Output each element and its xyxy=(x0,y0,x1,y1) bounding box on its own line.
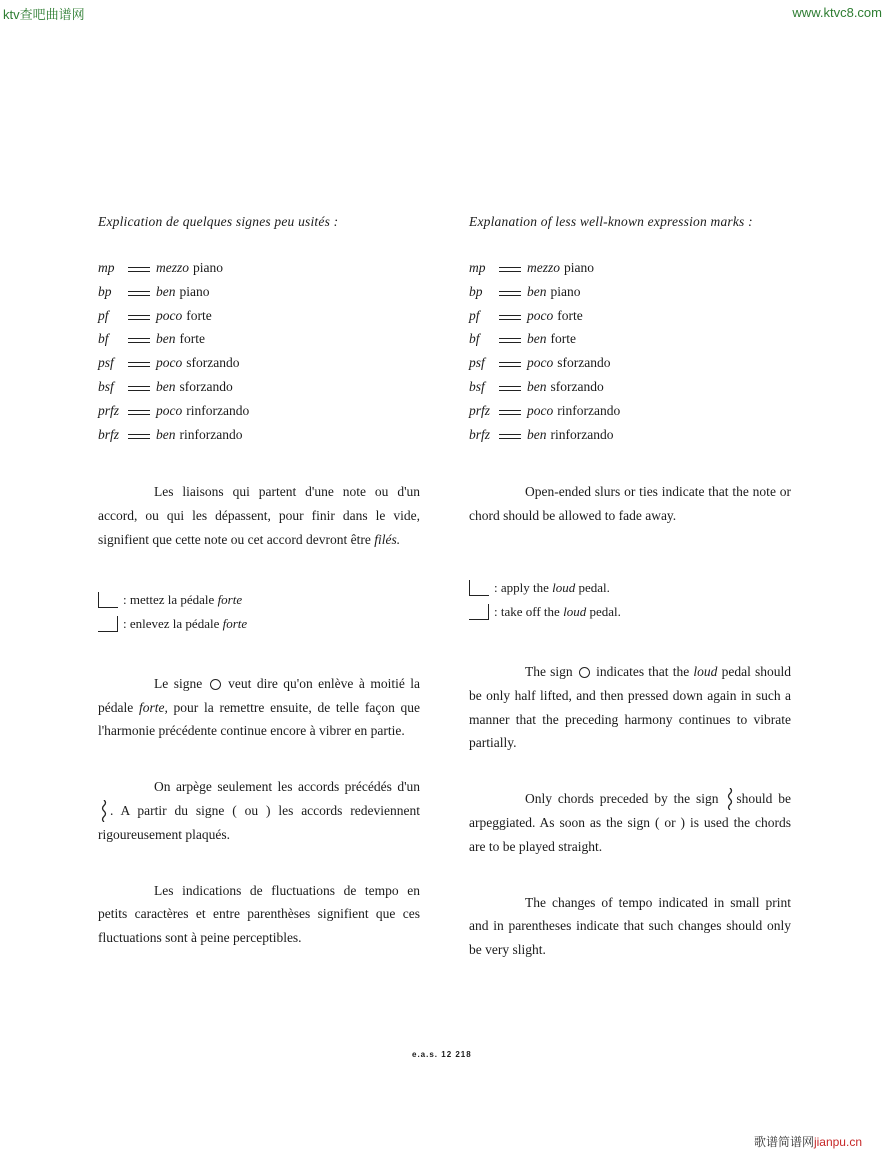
english-pedal-off xyxy=(469,600,791,624)
expression-mark-row xyxy=(469,355,791,379)
expression-mark-row xyxy=(98,308,420,332)
french-pedal-on-italic: forte xyxy=(217,591,243,607)
equals-sign xyxy=(128,386,150,391)
english-half-pedal-paragraph xyxy=(469,660,791,755)
english-tempo-paragraph: The changes of tempo indicated in small print and in parentheses indicate that such changes should only be very slight. xyxy=(469,894,791,958)
expression-mark-row xyxy=(98,355,420,379)
expression-mark-row xyxy=(469,379,791,403)
english-pedal-on-suffix: pedal. xyxy=(578,579,610,595)
english-arp-c: is used the chords are to be played straight. xyxy=(469,814,792,854)
equals-sign xyxy=(499,410,521,415)
french-tempo-paragraph: Les indications de fluctuations de tempo en petits caractères et entre parenthèses signifient que ces fluctuations sont à peine perceptibles. xyxy=(98,882,420,946)
mark-abbreviation: bp xyxy=(98,283,112,299)
expression-mark-row xyxy=(98,260,420,284)
expression-mark-row xyxy=(98,379,420,403)
expression-mark-row xyxy=(98,403,420,427)
equals-sign xyxy=(499,386,521,391)
french-arp-c: les accords redeviennent rigoureusement plaqués. xyxy=(98,802,421,842)
watermark-bottom-site: jianpu.cn xyxy=(813,1135,862,1149)
french-arp-paren: ( ou ) xyxy=(232,802,271,818)
mark-modifier: poco xyxy=(156,355,183,371)
pedal-down-icon xyxy=(98,592,118,608)
mark-abbreviation: bf xyxy=(469,331,480,347)
mark-modifier: ben xyxy=(156,426,176,442)
expression-mark-row xyxy=(469,284,791,308)
mark-word: piano xyxy=(193,260,223,275)
watermark-top-right: www.ktvc8.com xyxy=(792,5,882,20)
expression-mark-row xyxy=(469,260,791,284)
english-half-pedal-a: The sign xyxy=(525,663,573,679)
equals-sign xyxy=(128,267,150,272)
english-arpeggio-paragraph xyxy=(469,787,791,858)
equals-sign xyxy=(499,267,521,272)
mark-abbreviation: mp xyxy=(469,260,486,275)
french-heading: Explication de quelques signes peu usités : xyxy=(98,214,339,229)
english-half-pedal-italic: loud xyxy=(693,663,718,679)
mark-modifier: mezzo xyxy=(527,260,560,275)
mark-word: piano xyxy=(179,283,210,299)
mark-word: rinforzando xyxy=(179,426,243,442)
english-pedal-off-text: : take off the xyxy=(494,603,560,619)
french-marks-list xyxy=(98,260,420,450)
mark-abbreviation: mp xyxy=(98,260,115,275)
french-half-pedal-paragraph xyxy=(98,672,420,743)
mark-word: rinforzando xyxy=(557,402,621,418)
mark-word: forte xyxy=(186,307,212,323)
french-pedal-on-text: : mettez la pédale xyxy=(123,591,215,607)
pedal-up-icon xyxy=(469,604,489,620)
mark-abbreviation: bsf xyxy=(469,378,485,394)
equals-sign xyxy=(499,434,521,439)
english-column xyxy=(469,214,791,962)
expression-mark-row xyxy=(469,331,791,355)
mark-abbreviation: pf xyxy=(469,307,480,323)
mark-modifier: poco xyxy=(527,402,554,418)
english-heading: Explanation of less well-known expression marks : xyxy=(469,214,753,229)
french-pedal-off-text: : enlevez la pédale xyxy=(123,615,220,631)
french-pedal-off xyxy=(98,612,420,636)
expression-mark-row xyxy=(98,427,420,451)
english-pedal-on xyxy=(469,576,791,600)
mark-abbreviation: bf xyxy=(98,331,109,347)
english-pedal-off-italic: loud xyxy=(563,603,587,619)
english-pedal-on-italic: loud xyxy=(552,579,576,595)
english-slurs-paragraph: Open-ended slurs or ties indicate that the note or chord should be allowed to fade away. xyxy=(469,484,791,524)
mark-word: forte xyxy=(557,307,583,323)
english-pedal-block xyxy=(469,576,791,624)
equals-sign xyxy=(499,338,521,343)
pedal-down-icon xyxy=(469,580,489,596)
mark-modifier: poco xyxy=(527,355,554,371)
arpeggio-sign-icon xyxy=(727,790,733,810)
french-arp-b: . A partir du signe xyxy=(110,802,225,818)
mark-abbreviation: psf xyxy=(469,355,485,371)
mark-modifier: ben xyxy=(527,378,547,394)
mark-word: rinforzando xyxy=(550,426,614,442)
mark-word: sforzando xyxy=(186,355,240,371)
english-pedal-off-suffix: pedal. xyxy=(589,603,621,619)
english-half-pedal-b: indicates that the xyxy=(596,663,690,679)
watermark-bottom-cn: 歌谱简谱网 xyxy=(753,1135,814,1149)
mark-word: sforzando xyxy=(550,378,604,394)
equals-sign xyxy=(128,362,150,367)
equals-sign xyxy=(128,338,150,343)
expression-mark-row xyxy=(98,331,420,355)
half-pedal-circle-icon xyxy=(579,667,590,678)
arpeggio-sign-icon xyxy=(101,802,107,822)
french-pedal-off-italic: forte xyxy=(222,615,248,631)
mark-modifier: mezzo xyxy=(156,260,189,275)
equals-sign xyxy=(499,315,521,320)
equals-sign xyxy=(128,410,150,415)
french-slurs-text: Les liaisons qui partent d'une note ou d'un accord, ou qui les dépassent, pour finir dans le vide, signifient que cette note ou cet accord devront être xyxy=(98,484,420,547)
half-pedal-circle-icon xyxy=(210,679,221,690)
mark-modifier: ben xyxy=(156,378,176,394)
mark-abbreviation: prfz xyxy=(469,402,491,418)
french-arp-a: On arpège seulement les accords précédés d'un xyxy=(154,779,420,795)
french-pedal-block xyxy=(98,588,420,636)
mark-modifier: poco xyxy=(156,307,183,323)
french-half-pedal-b: veut dire qu'on enlève à moitié la pédale xyxy=(98,675,421,715)
mark-abbreviation: prfz xyxy=(98,402,120,418)
mark-modifier: ben xyxy=(527,283,547,299)
mark-modifier: ben xyxy=(527,331,547,347)
mark-modifier: ben xyxy=(527,426,547,442)
mark-abbreviation: brfz xyxy=(98,426,120,442)
mark-abbreviation: pf xyxy=(98,307,109,323)
french-arpeggio-paragraph xyxy=(98,775,420,846)
expression-mark-row xyxy=(469,308,791,332)
publisher-code: e.a.s. 12 218 xyxy=(412,1050,472,1059)
mark-word: forte xyxy=(179,331,205,347)
mark-abbreviation: bsf xyxy=(98,378,114,394)
french-slurs-paragraph xyxy=(98,480,420,551)
pedal-up-icon xyxy=(98,616,118,632)
mark-word: sforzando xyxy=(557,355,611,371)
mark-modifier: ben xyxy=(156,331,176,347)
english-arp-b: should be arpeggiated. As soon as the sign xyxy=(469,791,792,830)
equals-sign xyxy=(499,291,521,296)
french-pedal-on xyxy=(98,588,420,612)
french-slurs-italic: filés. xyxy=(374,531,401,547)
expression-mark-row xyxy=(98,284,420,308)
mark-modifier: poco xyxy=(527,307,554,323)
french-column xyxy=(98,214,420,950)
equals-sign xyxy=(499,362,521,367)
expression-mark-row xyxy=(469,427,791,451)
mark-word: forte xyxy=(550,331,576,347)
mark-word: piano xyxy=(564,260,594,275)
mark-word: piano xyxy=(550,283,581,299)
mark-word: rinforzando xyxy=(186,402,250,418)
mark-word: sforzando xyxy=(179,378,233,394)
english-half-pedal-c: pedal should be only half lifted, and then pressed down again in such a manner that the preceding harmony continues to vibrate partially. xyxy=(469,663,792,751)
english-arp-paren: ( or ) xyxy=(654,814,686,830)
french-half-pedal-c: pour la remettre ensuite, de telle façon que l'harmonie précédente continue encore à vibrer en partie. xyxy=(98,699,421,739)
mark-abbreviation: brfz xyxy=(469,426,491,442)
equals-sign xyxy=(128,291,150,296)
french-half-pedal-a: Le signe xyxy=(154,675,203,691)
watermark-bottom xyxy=(754,1133,862,1150)
english-pedal-on-text: : apply the xyxy=(494,579,549,595)
mark-modifier: poco xyxy=(156,402,183,418)
equals-sign xyxy=(128,434,150,439)
mark-abbreviation: psf xyxy=(98,355,114,371)
watermark-top-left: ktv查吧曲谱网 xyxy=(3,7,85,22)
equals-sign xyxy=(128,315,150,320)
english-marks-list xyxy=(469,260,791,450)
english-arp-a: Only chords preceded by the sign xyxy=(525,791,719,807)
mark-modifier: ben xyxy=(156,283,176,299)
expression-mark-row xyxy=(469,403,791,427)
french-half-pedal-italic: forte, xyxy=(138,699,168,715)
mark-abbreviation: bp xyxy=(469,283,483,299)
